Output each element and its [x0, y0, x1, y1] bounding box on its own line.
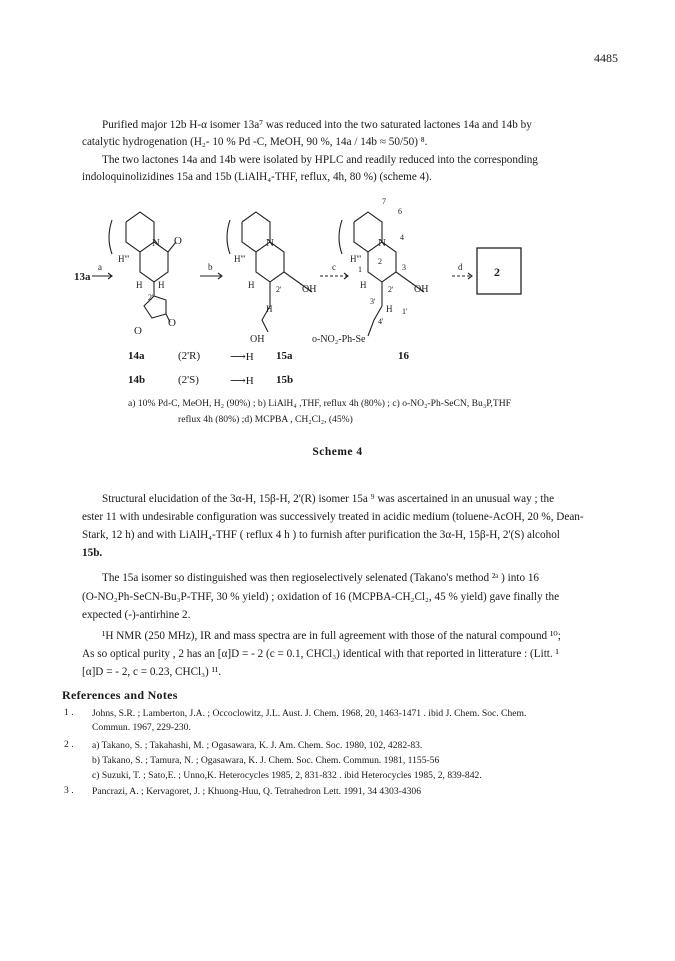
label-13a: 13a [74, 271, 91, 283]
pos-6: 6 [398, 207, 402, 216]
row-14a-config: (2'R) [178, 350, 201, 362]
oh-2b: OH [250, 334, 265, 345]
paragraph-5-line-3: [α]D = - 2, c = 0.23, CHCl₃) ¹¹. [82, 666, 222, 678]
h-atom-2b: H [248, 280, 255, 290]
ref-3-line-1: Pancrazi, A. ; Kervagoret, J. ; Khuong-Huu, Q. Tetrahedron Lett. 1991, 34 4303-4306 [92, 786, 421, 797]
n-atom-1: N [152, 237, 160, 249]
paragraph-4-line-1: The 15a isomer so distinguished was then regioselectively selenated (Takano's method ²ᵃ ) into 16 [102, 572, 540, 584]
paragraph-3-line-4: 15b. [82, 547, 103, 559]
paragraph-2-line-2: indoloquinolizidines 15a and 15b (LiAlH₄-THF, reflux, 4h, 80 %) (scheme 4). [82, 171, 432, 183]
paragraph-5-line-2: As so optical purity , 2 has an [α]D = - 2 (c = 0.1, CHCl₃) identical with that reported in litterature : (Litt. ¹ [82, 648, 559, 660]
o-atom-1b: O [168, 317, 176, 329]
pos-2p-1: 2' [148, 293, 154, 302]
paragraph-3-line-3: Stark, 12 h) and with LiAlH₄-THF ( reflux 4 h ) to furnish after purification the 3α-H, 15β-H, 2'(S) alcohol [82, 529, 560, 541]
scheme-title: Scheme 4 [312, 446, 363, 458]
paragraph-4-line-3: expected (-)-antirhine 2. [82, 609, 191, 621]
paragraph-1-line-1: Purified major 12b H-α isomer 13a⁷ was reduced into the two saturated lactones 14a and 14b by [102, 119, 532, 131]
paragraph-3-line-1: Structural elucidation of the 3α-H, 15β-H, 2'(R) isomer 15a ⁹ was ascertained in an unusual way ; the [102, 493, 555, 505]
step-d-label: d [458, 262, 463, 272]
pos-7: 7 [382, 197, 386, 206]
pos-2p-3: 2' [388, 285, 394, 294]
paragraph-1-line-2: catalytic hydrogenation (H₂- 10 % Pd -C, MeOH, 90 %, 14a / 14b ≈ 50/50) ⁸. [82, 136, 428, 148]
step-c-label: c [332, 262, 336, 272]
o-atom-1: O [174, 235, 182, 247]
o-atom-1c: O [134, 325, 142, 337]
scheme-caption-line-2: reflux 4h (80%) ;d) MCPBA , CH₂Cl₂, (45%) [178, 414, 353, 425]
ref-1-number: 1 . [64, 707, 74, 718]
paragraph-5-line-1: ¹H NMR (250 MHz), IR and mass spectra are in full agreement with those of the natural compound ¹⁰; [102, 630, 561, 642]
oh-2a: OH [302, 284, 317, 295]
h-atom-1c: H [158, 280, 165, 290]
ref-2-line-3: c) Suzuki, T. ; Sato,E. ; Unno,K. Heterocycles 1985, 2, 831-832 . ibid Heterocycles 1985, 2, 839-842. [92, 770, 482, 781]
row-14a-arrow: ⟶H [230, 351, 254, 363]
row-14b-compound: 14b [128, 374, 146, 386]
row-14a-product: 15a [276, 350, 293, 362]
h-atom-1a: H''' [118, 254, 130, 264]
n-atom-2: N [266, 237, 274, 249]
paragraph-2-line-1: The two lactones 14a and 14b were isolated by HPLC and readily reduced into the corresponding [102, 154, 538, 166]
h-atom-3b: H [360, 280, 367, 290]
ref-2-number: 2 . [64, 739, 74, 750]
oh-3: OH [414, 284, 429, 295]
se-group: o-NO₂-Ph-Se [312, 334, 366, 345]
row-14b-arrow: ⟶H [230, 375, 254, 387]
row-14b-config: (2'S) [178, 374, 199, 386]
step-a-label: a [98, 262, 102, 272]
n-atom-3: N [378, 237, 386, 249]
pos-1: 1 [358, 265, 362, 274]
scheme-4-structures [72, 196, 572, 386]
h-atom-2a: H''' [234, 254, 246, 264]
row-14a-compound: 14a [128, 350, 145, 362]
row-14a-extra: 16 [398, 350, 409, 362]
pos-2p-2: 2' [276, 285, 282, 294]
pos-4: 4 [400, 233, 404, 242]
pos-1p: 1' [402, 307, 408, 316]
ref-2-line-1: a) Takano, S. ; Takahashi, M. ; Ogasawara, K. J. Am. Chem. Soc. 1980, 102, 4282-83. [92, 740, 423, 751]
h-atom-3c: H [386, 304, 393, 314]
references-heading: References and Notes [62, 688, 178, 702]
pos-4p: 4' [378, 317, 384, 326]
pos-3: 3 [402, 263, 406, 272]
product-2-label: 2 [494, 265, 500, 279]
h-atom-2c: H [266, 304, 273, 314]
row-14b-product: 15b [276, 374, 294, 386]
pos-3p: 3' [370, 297, 376, 306]
pos-2: 2 [378, 257, 382, 266]
scheme-caption-line-1: a) 10% Pd-C, MeOH, H₂ (90%) ; b) LiAlH₄ ,THF, reflux 4h (80%) ; c) o-NO₂-Ph-SeCN, Bu₃P,THF [128, 398, 511, 409]
paragraph-1 [82, 117, 602, 135]
paragraph-3-line-2: ester 11 with undesirable configuration was successively treated in acidic medium (toluene-AcOH, 20 %, Dean- [82, 511, 584, 523]
paragraph-4-line-2: (O-NO₂Ph-SeCN-Bu₃P-THF, 30 % yield) ; oxidation of 16 (MCPBA-CH₂Cl₂, 45 % yield) gave finally the [82, 591, 560, 603]
ref-2-line-2: b) Takano, S. ; Tamura, N. ; Ogasawara, K. J. Chem. Soc. Chem. Commun. 1981, 1155-56 [92, 755, 440, 766]
ref-1-line-1: Johns, S.R. ; Lamberton, J.A. ; Occoclowitz, J.L. Aust. J. Chem. 1968, 20, 1463-1471 . ibid J. Chem. Soc. Chem. [92, 708, 527, 719]
step-b-label: b [208, 262, 213, 272]
molecule-14 [109, 212, 176, 322]
page-number: 4485 [594, 51, 618, 65]
ref-3-number: 3 . [64, 785, 74, 796]
ref-1-line-2: Commun. 1967, 229-230. [92, 722, 191, 733]
molecule-15 [227, 212, 312, 332]
h-atom-3a: H''' [350, 254, 362, 264]
h-atom-1b: H [136, 280, 143, 290]
